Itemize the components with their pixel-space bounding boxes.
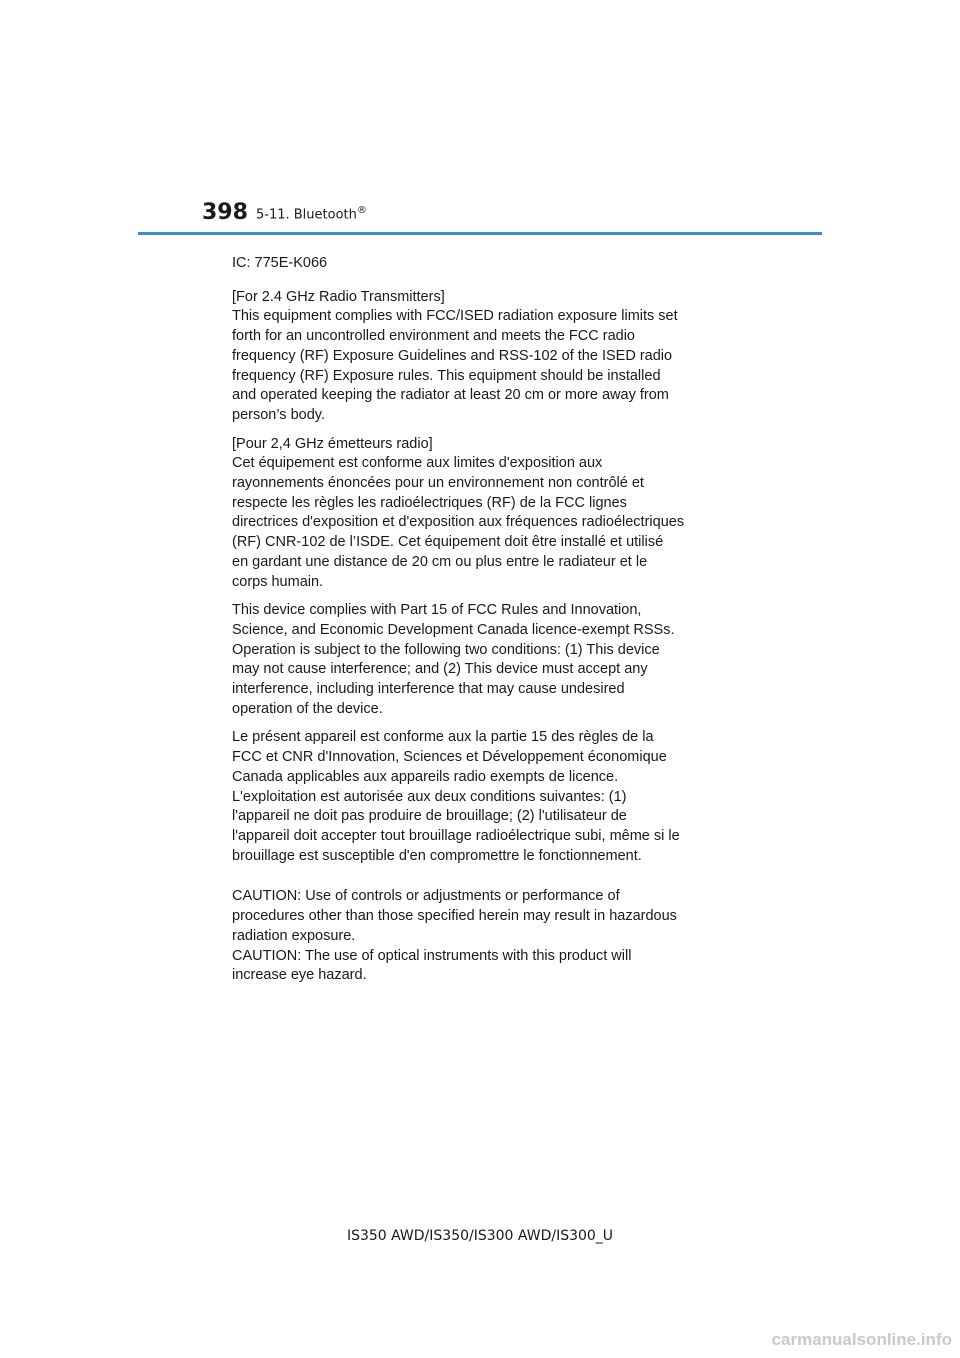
rf-exposure-english: [For 2.4 GHz Radio Transmitters] This equipment complies with FCC/ISED radiation exposure limits set forth for an uncontrolled environment and meets the FCC radio frequency (RF) Exposure Guidelines and RSS-102 of the ISED radio frequency (RF) Exposure rules. This equipment should be installed and operated keeping the radiator at least 20 cm or more away from person’s body. bbox=[232, 288, 678, 423]
footer-model-line: IS350 AWD/IS350/IS300 AWD/IS300_U bbox=[346, 1228, 614, 1244]
section-title-text: 5-11. Bluetooth bbox=[256, 207, 357, 223]
rf-exposure-french: [Pour 2,4 GHz émetteurs radio] Cet équipement est conforme aux limites d'exposition aux rayonnements énoncées pour un environnement non contrôlé et respecte les règles les radioélectriques (RF) de la FCC lignes directrices d'exposition et d'exposition aux fréquences radioélectriques (RF) CNR-102 de l’ISDE. Cet équipement doit être installé et utilisé en gardant une distance de 20 cm ou plus entre le radiateur et le corps humain. bbox=[232, 435, 685, 590]
registered-mark: ® bbox=[356, 205, 367, 216]
part15-english: This device complies with Part 15 of FCC Rules and Innovation, Science, and Economic Development Canada licence-exempt RSSs. Operation is subject to the following two conditions: (1) This device may not cause interference; and (2) This device must accept any interference, including interference that may cause undesired operation of the device. bbox=[232, 602, 675, 717]
page-content bbox=[232, 254, 737, 986]
watermark-text: carmanualsonline.info bbox=[771, 1330, 952, 1349]
page-header bbox=[0, 0, 960, 240]
ic-id-line: IC: 775E-K066 bbox=[232, 255, 328, 271]
header-divider bbox=[138, 232, 822, 235]
part15-french: Le présent appareil est conforme aux la partie 15 des règles de la FCC et CNR d'Innovation, Sciences et Développement économique Canada applicables aux appareils radio exempts de licence. L'exploitation est autorisée aux deux conditions suivantes: (1) l'appareil ne doit pas produire de brouillage; (2) l'utilisateur de l'appareil doit accepter tout brouillage radioélectrique subi, même si le brouillage est susceptible d'en compromettre le fonctionnement. bbox=[232, 729, 680, 864]
page-number: 398 bbox=[202, 200, 248, 225]
section-title bbox=[256, 205, 367, 222]
caution-notice: CAUTION: Use of controls or adjustments or performance of procedures other than those specified herein may result in hazardous radiation exposure. CAUTION: The use of optical instruments with this product will increase eye hazard. bbox=[232, 888, 677, 984]
